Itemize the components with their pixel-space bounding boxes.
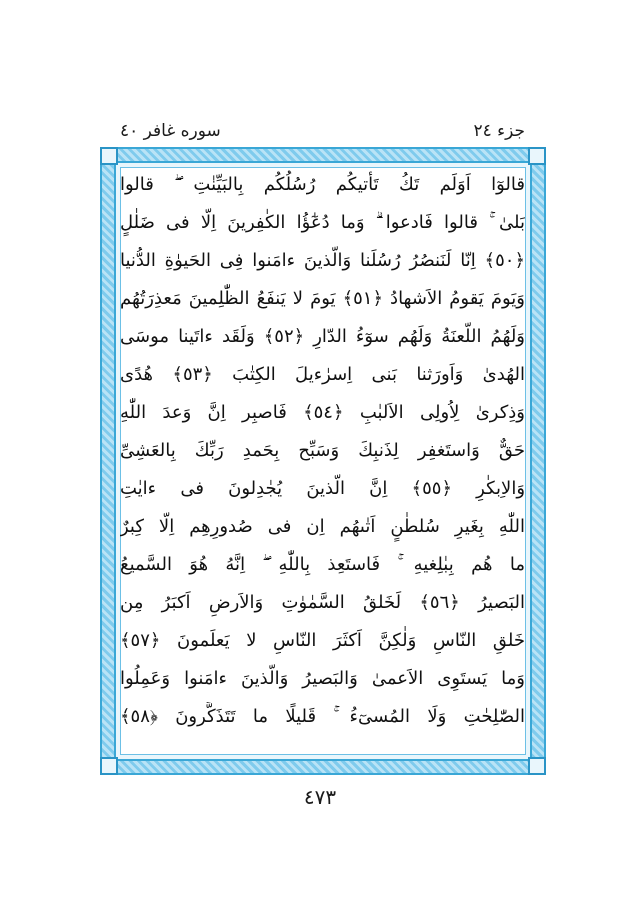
page-header xyxy=(120,118,525,144)
frame-corner-ornament xyxy=(100,757,118,775)
text-line: وَيَومَ يَقومُ الاَشهادُ ﴿٥١﴾ يَومَ لا يَنفَعُ الظّٰلِمينَ مَعذِرَتُهُم xyxy=(120,288,525,309)
frame-corner-ornament xyxy=(100,147,118,165)
text-line: بَلىٰ ۚ قالوا فَادعوا ۗ وَما دُعٰٓؤُا الكٰفِرينَ اِلّا فى ضَلٰلٍ xyxy=(120,212,525,233)
juz-label: جزء ٢٤ xyxy=(473,121,525,141)
text-line: خَلقِ النّاسِ وَلٰكِنَّ اَكثَرَ النّاسِ لا يَعلَمونَ ﴿٥٧﴾ xyxy=(120,630,525,651)
text-line: وَما يَستَوِى الاَعمىٰ وَالبَصيرُ وَالَّذينَ ءامَنوا وَعَمِلُوا xyxy=(120,668,525,689)
text-line: وَذِكرىٰ لِاُولِى الاَلبٰبِ ﴿٥٤﴾ فَاصبِر اِنَّ وَعدَ اللّٰهِ xyxy=(120,402,525,423)
frame-corner-ornament xyxy=(528,757,546,775)
page-number: ٤٧٣ xyxy=(303,785,337,809)
surah-label: سوره غافر ٤٠ xyxy=(120,121,221,141)
text-line: الصّٰلِحٰتِ وَلَا المُسىٓءُ ۚ قَليلًا ما تَتَذَكَّرونَ ﴿٥٨﴾ xyxy=(120,706,525,727)
text-line: ما هُم بِبٰلِغيهِ ۚ فَاستَعِذ بِاللّٰهِ ۖ اِنَّهُ هُوَ السَّميعُ xyxy=(120,554,525,575)
text-line: اللّٰهِ بِغَيرِ سُلطٰنٍ اَتٰىهُم اِن فى صُدورِهِم اِلّا كِبرٌ xyxy=(120,516,525,537)
frame-corner-ornament xyxy=(528,147,546,165)
text-line: حَقٌّ وَاستَغفِر لِذَنبِكَ وَسَبِّح بِحَمدِ رَبِّكَ بِالعَشِىِّ xyxy=(120,440,525,461)
text-line: البَصيرُ ﴿٥٦﴾ لَخَلقُ السَّمٰوٰتِ وَالاَرضِ اَكبَرُ مِن xyxy=(120,592,525,613)
text-line: وَالاِبكٰرِ ﴿٥٥﴾ اِنَّ الَّذينَ يُجٰدِلونَ فى ءايٰتِ xyxy=(120,478,525,499)
text-line: وَلَهُمُ اللَّعنَةُ وَلَهُم سوٓءُ الدّارِ ﴿٥٢﴾ وَلَقَد ءاتَينا موسَى xyxy=(120,326,525,347)
quran-text-block xyxy=(120,170,525,755)
text-line: ﴿٥٠﴾ اِنّا لَنَنصُرُ رُسُلَنا وَالَّذينَ ءامَنوا فِى الحَيوٰةِ الدُّنيا xyxy=(120,250,525,271)
text-line: الهُدىٰ وَاَورَثنا بَنى اِسرٰءيلَ الكِتٰبَ ﴿٥٣﴾ هُدًى xyxy=(120,364,525,385)
text-line: قالوٓا اَوَلَم تَكُ تَأتيكُم رُسُلُكُم بِالبَيِّنٰتِ ۖ قالوا xyxy=(120,174,525,195)
